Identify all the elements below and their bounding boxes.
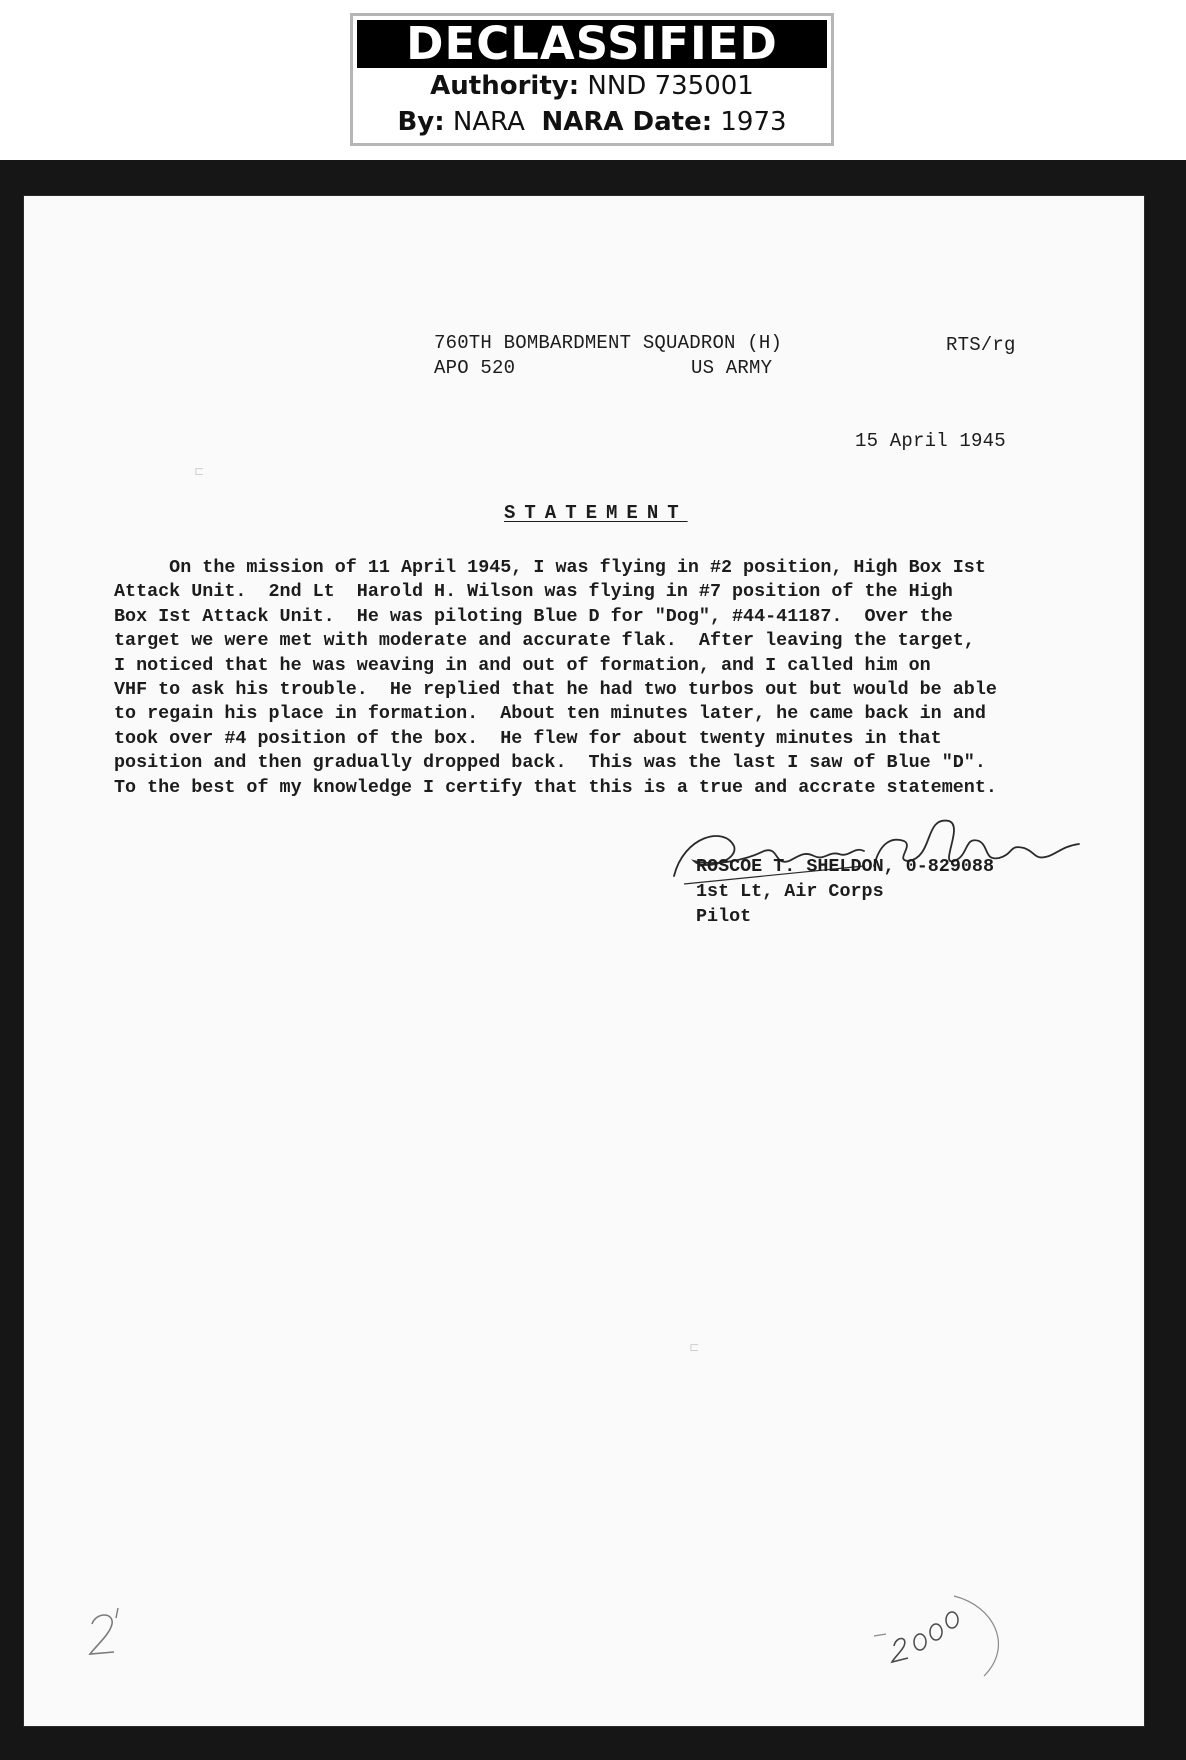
stamp-date-value: 1973 bbox=[720, 107, 787, 137]
stamp-authority-label: Authority: bbox=[430, 71, 580, 101]
body-line: On the mission of 11 April 1945, I was flying in #2 position, High Box Ist bbox=[114, 557, 986, 578]
declassified-stamp bbox=[350, 13, 834, 146]
faint-scan-mark: ⊏ bbox=[689, 1340, 700, 1354]
handwritten-margin-note bbox=[84, 1604, 124, 1664]
body-line: position and then gradually dropped back. This was the last I saw of Blue "D". bbox=[114, 752, 986, 774]
body-line: took over #4 position of the box. He flew for about twenty minutes in that bbox=[114, 727, 942, 749]
document-date: 15 April 1945 bbox=[855, 430, 1006, 452]
stamp-by-line bbox=[353, 104, 831, 140]
stamp-date-label: NARA Date: bbox=[541, 107, 713, 137]
signer-rank: 1st Lt, Air Corps bbox=[696, 881, 884, 902]
document-page bbox=[24, 196, 1144, 1726]
body-line: target we were met with moderate and accurate flak. After leaving the target, bbox=[114, 630, 975, 652]
reference-initials: RTS/rg bbox=[946, 334, 1016, 356]
body-line: Attack Unit. 2nd Lt Harold H. Wilson was flying in #7 position of the High bbox=[114, 581, 953, 603]
letterhead-unit: 760TH BOMBARDMENT SQUADRON (H) bbox=[434, 332, 783, 354]
stamp-heading: DECLASSIFIED bbox=[357, 20, 827, 68]
signature-block bbox=[696, 854, 994, 929]
body-line: To the best of my knowledge I certify that this is a true and accrate statement. bbox=[114, 776, 997, 798]
letterhead-service: US ARMY bbox=[691, 357, 773, 379]
signer-role: Pilot bbox=[696, 906, 752, 927]
statement-body bbox=[114, 556, 1094, 800]
faint-scan-mark: ⊏ bbox=[194, 464, 205, 478]
stamp-authority-line bbox=[353, 68, 831, 104]
body-line: I noticed that he was weaving in and out of formation, and I called him on bbox=[114, 654, 931, 676]
document-title: STATEMENT bbox=[504, 502, 688, 524]
stamp-by-value: NARA bbox=[452, 107, 525, 137]
body-line: VHF to ask his trouble. He replied that he had two turbos out but would be able bbox=[114, 679, 997, 701]
signer-name: ROSCOE T. SHELDON, 0-829088 bbox=[696, 856, 994, 877]
handwritten-corner-note bbox=[864, 1576, 1024, 1686]
stamp-authority-value: NND 735001 bbox=[587, 71, 754, 101]
stamp-by-label: By: bbox=[397, 107, 445, 137]
body-line: Box Ist Attack Unit. He was piloting Blue D for "Dog", #44-41187. Over the bbox=[114, 605, 953, 627]
scan-frame bbox=[0, 160, 1186, 1760]
letterhead-apo: APO 520 bbox=[434, 357, 516, 379]
body-line: to regain his place in formation. About ten minutes later, he came back in and bbox=[114, 703, 986, 725]
